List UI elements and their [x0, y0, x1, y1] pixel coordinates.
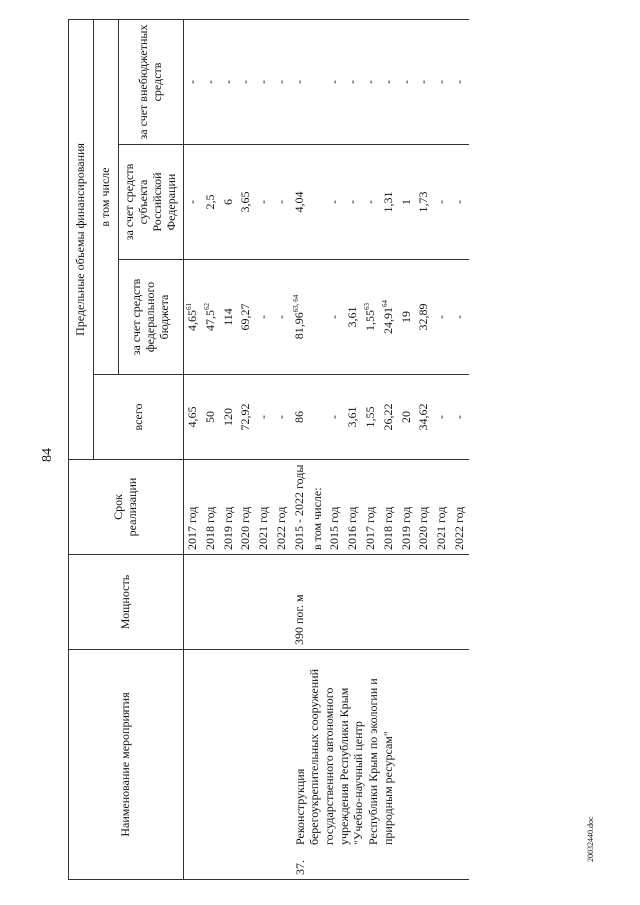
- period-cell: 2021 год: [255, 460, 273, 555]
- extra-cell: -: [273, 19, 291, 144]
- total-cell: -: [273, 375, 291, 460]
- federal-cell: -: [326, 260, 344, 375]
- federal-cell: -: [451, 260, 469, 375]
- federal-cell: -: [255, 260, 273, 375]
- header-event-name: Наименование мероприятия: [69, 650, 184, 880]
- subject-cell: -: [326, 145, 344, 260]
- table-row: [220, 19, 238, 879]
- empty-power-cell: [255, 555, 273, 650]
- header-period: Срок реализации: [69, 460, 184, 555]
- including-label: в том числе:: [309, 487, 324, 550]
- empty-power-cell: [184, 555, 202, 650]
- period-cell: 2018 год: [380, 460, 398, 555]
- period-cell: 2015 - 2022 годы в том числе:: [291, 460, 327, 555]
- period-cell: 2017 год: [184, 460, 202, 555]
- footnote-ref: 64: [380, 300, 389, 307]
- table-header: [69, 19, 184, 879]
- header-including: в том числе: [94, 19, 119, 374]
- page-number: 84: [40, 448, 55, 462]
- subject-cell: -: [362, 145, 380, 260]
- federal-cell: 24,91$^{64}$: [380, 260, 398, 375]
- empty-power-cell: [273, 555, 291, 650]
- extra-cell: -: [326, 19, 344, 144]
- extra-cell: -: [451, 19, 469, 144]
- total-cell: -: [451, 375, 469, 460]
- subject-cell: 4,04: [291, 145, 327, 260]
- footnote-ref: 62: [202, 303, 211, 310]
- empty-name-cell: [184, 650, 202, 880]
- document-footer-code: 20032440.doc: [586, 816, 595, 862]
- footnote-ref: 61: [185, 303, 193, 310]
- table-row-item-37: [291, 19, 327, 879]
- item-name: Реконструкция берегоукрепительных сооружений государственного автономного учреждения Республики Крым "Учебно-научный центр Республики Крым по экологии и природным ресурсам": [292, 668, 395, 845]
- table-body: [184, 19, 469, 879]
- table-row: [202, 19, 220, 879]
- extra-cell: -: [237, 19, 255, 144]
- empty-name-cell: [220, 650, 238, 880]
- subject-cell: 6: [220, 145, 238, 260]
- extra-cell: -: [362, 19, 380, 144]
- table-row: [184, 19, 202, 879]
- header-subject-budget: за счет средств субъекта Российской Федерации: [119, 145, 184, 260]
- total-cell: 26,22: [380, 375, 398, 460]
- power-cell: 390 пог. м: [291, 555, 469, 650]
- total-cell: 50: [202, 375, 220, 460]
- subject-cell: -: [451, 145, 469, 260]
- financing-table: [68, 19, 469, 880]
- extra-cell: -: [344, 19, 362, 144]
- federal-cell: 114: [220, 260, 238, 375]
- federal-cell: 19: [398, 260, 416, 375]
- federal-cell: 3,61: [344, 260, 362, 375]
- total-cell: -: [433, 375, 451, 460]
- total-cell: 3,61: [344, 375, 362, 460]
- header-federal-budget: за счет средств федерального бюджета: [119, 260, 184, 375]
- empty-power-cell: [202, 555, 220, 650]
- extra-cell: -: [202, 19, 220, 144]
- period-cell: 2020 год: [237, 460, 255, 555]
- subject-cell: -: [273, 145, 291, 260]
- total-cell: 4,65: [184, 375, 202, 460]
- federal-cell: 81,96$^{63, 64}$: [291, 260, 327, 375]
- period-cell: 2015 год: [326, 460, 344, 555]
- empty-name-cell: [255, 650, 273, 880]
- period-cell: 2017 год: [362, 460, 380, 555]
- subject-cell: -: [184, 145, 202, 260]
- empty-name-cell: [202, 650, 220, 880]
- federal-cell: 4,65$^{61}$: [184, 260, 202, 375]
- subject-cell: 1: [398, 145, 416, 260]
- total-cell: -: [255, 375, 273, 460]
- federal-cell: -: [433, 260, 451, 375]
- federal-cell: 32,89: [415, 260, 433, 375]
- total-cell: -: [326, 375, 344, 460]
- extra-cell: -: [255, 19, 273, 144]
- table-row: [237, 19, 255, 879]
- period-cell: 2019 год: [220, 460, 238, 555]
- subject-cell: 1,31: [380, 145, 398, 260]
- empty-name-cell: [273, 650, 291, 880]
- total-cell: 34,62: [415, 375, 433, 460]
- header-total: всего: [94, 375, 184, 460]
- federal-cell: -: [273, 260, 291, 375]
- footnote-ref: 63, 64: [291, 294, 300, 313]
- footnote-ref: 63: [362, 303, 371, 310]
- event-name-cell: [291, 650, 469, 880]
- federal-cell: 47,5$^{62}$: [202, 260, 220, 375]
- period-cell: 2022 год: [451, 460, 469, 555]
- document-rotated-page: [68, 20, 538, 880]
- subject-cell: -: [433, 145, 451, 260]
- total-cell: 20: [398, 375, 416, 460]
- subject-cell: -: [344, 145, 362, 260]
- table-row: [273, 19, 291, 879]
- total-cell: 86: [291, 375, 327, 460]
- subject-cell: 2,5: [202, 145, 220, 260]
- period-cell: 2016 год: [344, 460, 362, 555]
- period-cell: 2019 год: [398, 460, 416, 555]
- subject-cell: 1,73: [415, 145, 433, 260]
- period-cell: 2018 год: [202, 460, 220, 555]
- period-cell: 2021 год: [433, 460, 451, 555]
- period-cell: 2022 год: [273, 460, 291, 555]
- extra-cell: -: [291, 19, 327, 144]
- federal-cell: 69,27: [237, 260, 255, 375]
- extra-cell: -: [415, 19, 433, 144]
- extra-cell: -: [380, 19, 398, 144]
- total-cell: 1,55: [362, 375, 380, 460]
- extra-cell: -: [184, 19, 202, 144]
- extra-cell: -: [433, 19, 451, 144]
- subject-cell: 3,65: [237, 145, 255, 260]
- extra-cell: -: [220, 19, 238, 144]
- item-number: 37.: [292, 860, 307, 875]
- header-financing-limits: Предельные объемы финансирования: [69, 19, 94, 459]
- period-cell: 2020 год: [415, 460, 433, 555]
- federal-cell: 1,55$^{63}$: [362, 260, 380, 375]
- total-cell: 120: [220, 375, 238, 460]
- empty-power-cell: [220, 555, 238, 650]
- extra-cell: -: [398, 19, 416, 144]
- header-power: Мощность: [69, 555, 184, 650]
- empty-name-cell: [237, 650, 255, 880]
- header-extrabudgetary: за счет внебюджетных средств: [119, 19, 184, 144]
- empty-power-cell: [237, 555, 255, 650]
- total-cell: 72,92: [237, 375, 255, 460]
- table-row: [255, 19, 273, 879]
- subject-cell: -: [255, 145, 273, 260]
